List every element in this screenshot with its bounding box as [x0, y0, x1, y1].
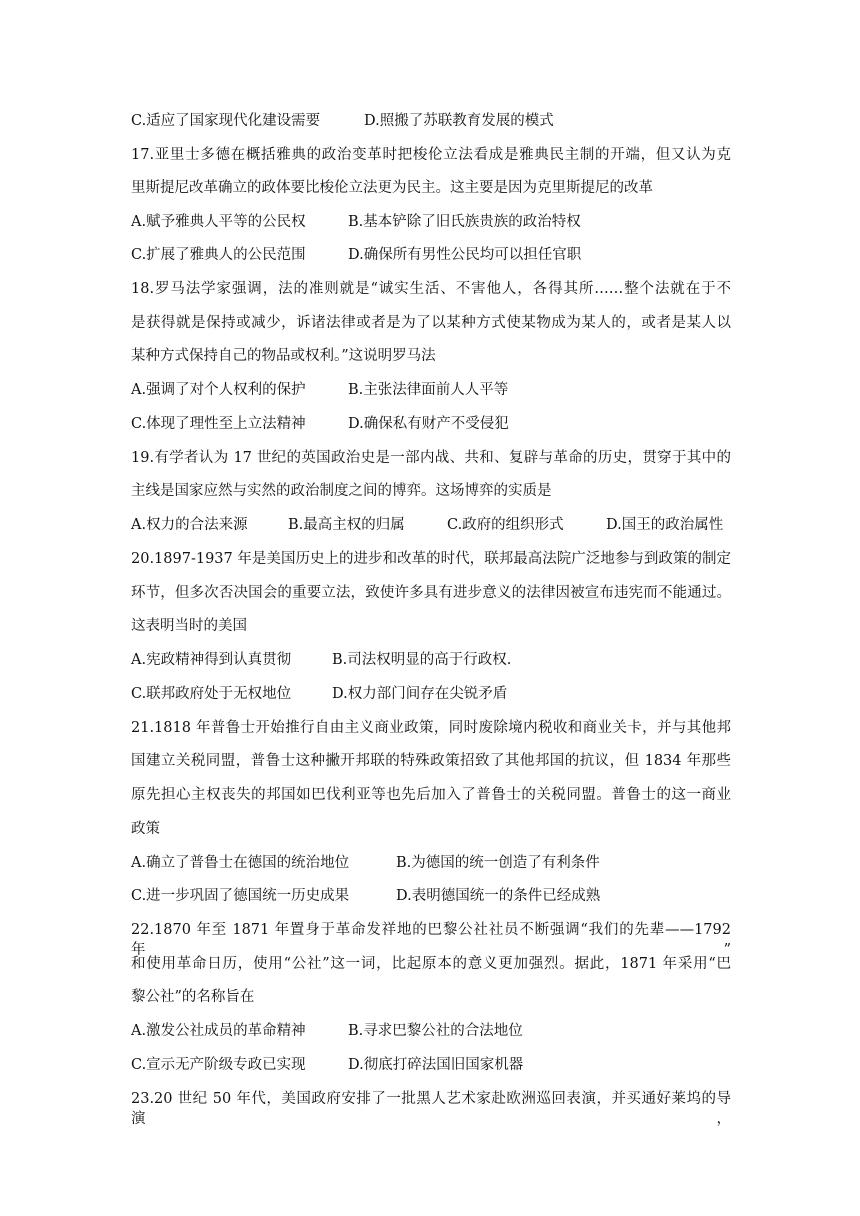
option-a: A.权力的合法来源 — [131, 517, 248, 533]
option-c: C.进一步巩固了德国统一历史成果 — [131, 888, 350, 904]
option-d: D.国王的政治属性 — [606, 517, 724, 533]
option-c: C.宣示无产阶级专政已实现 — [131, 1057, 306, 1073]
question-22-line-2: 和使用革命日历，使用“公社”这一词，比起原本的意义更加强烈。据此，1871 年采用“巴 — [131, 956, 731, 972]
question-21-line-2: 国建立关税同盟，普鲁士这种撇开邦联的特殊政策招致了其他邦国的抗议，但 1834 年那些 — [131, 753, 731, 769]
option-d: D.表明德国统一的条件已经成熟 — [396, 888, 601, 904]
option-a: A.激发公社成员的革命精神 — [131, 1023, 306, 1039]
question-20-line-3: 这表明当时的美国 — [131, 618, 247, 634]
option-row — [131, 245, 731, 265]
option-d: D.照搬了苏联教育发展的模式 — [364, 113, 554, 129]
option-b: B.主张法律面前人人平等 — [348, 382, 509, 398]
option-b: B.寻求巴黎公社的合法地位 — [348, 1023, 523, 1039]
question-21-line-4: 政策 — [131, 821, 160, 837]
option-c: C.体现了理性至上立法精神 — [131, 416, 306, 432]
option-a: A.赋予雅典人平等的公民权 — [131, 214, 306, 230]
question-19-line-1: 19.有学者认为 17 世纪的英国政治史是一部内战、共和、复辟与革命的历史，贯穿于其中的 — [131, 450, 731, 466]
option-b: B.司法权明显的高于行政权. — [332, 652, 512, 668]
option-row — [131, 1055, 731, 1075]
option-a: A.强调了对个人权利的保护 — [131, 382, 306, 398]
question-18-line-2: 是获得就是保持或减少，诉诸法律或者是为了以某种方式使某物成为某人的，或者是某人以 — [131, 315, 731, 331]
option-c: C.扩展了雅典人的公民范围 — [131, 247, 306, 263]
option-d: D.确保私有财产不受侵犯 — [348, 416, 509, 432]
option-d: D.确保所有男性公民均可以担任官职 — [348, 247, 582, 263]
option-b: B.基本铲除了旧氏族贵族的政治特权 — [348, 214, 581, 230]
option-row — [131, 380, 731, 400]
option-d: D.彻底打碎法国旧国家机器 — [348, 1057, 524, 1073]
question-21-line-1: 21.1818 年普鲁士开始推行自由主义商业政策，同时废除境内税收和商业关卡，并与其他邦 — [131, 720, 731, 736]
option-row — [131, 650, 731, 670]
option-a: A.宪政精神得到认真贯彻 — [131, 652, 292, 668]
option-b: B.为德国的统一创造了有利条件 — [396, 855, 600, 871]
option-row — [131, 886, 731, 906]
option-c: C.政府的组织形式 — [447, 517, 564, 533]
question-20-line-2: 环节，但多次否决国会的重要立法，致使许多具有进步意义的法律因被宣布违宪而不能通过。 — [131, 585, 731, 601]
question-21-line-3: 原先担心主权丧失的邦国如巴伐利亚等也先后加入了普鲁士的关税同盟。普鲁士的这一商业 — [131, 787, 731, 803]
option-row — [131, 684, 731, 704]
question-17-line-1: 17.亚里士多德在概括雅典的政治变革时把梭伦立法看成是雅典民主制的开端，但又认为克 — [131, 147, 731, 163]
option-row — [131, 1021, 731, 1041]
option-row — [131, 111, 731, 131]
question-17-line-2: 里斯提尼改革确立的政体要比梭伦立法更为民主。这主要是因为克里斯提尼的改革 — [131, 180, 653, 196]
question-18-line-3: 某种方式保持自己的物品或权利。”这说明罗马法 — [131, 348, 436, 364]
question-23-line-1: 23.20 世纪 50 年代，美国政府安排了一批黑人艺术家赴欧洲巡回表演，并买通好莱坞的导演， — [131, 1091, 731, 1127]
option-row — [131, 212, 731, 232]
option-c: C.适应了国家现代化建设需要 — [131, 113, 321, 129]
question-19-line-2: 主线是国家应然与实然的政治制度之间的博弈。这场博弈的实质是 — [131, 483, 552, 499]
question-22-line-1: 22.1870 年至 1871 年置身于革命发祥地的巴黎公社社员不断强调“我们的先辈——1792 年” — [131, 922, 731, 958]
option-c: C.联邦政府处于无权地位 — [131, 686, 292, 702]
question-18-line-1: 18.罗马法学家强调，法的准则就是“诚实生活、不害他人，各得其所……整个法就在于不 — [131, 281, 731, 297]
option-b: B.最高主权的归属 — [288, 517, 405, 533]
option-row — [131, 515, 731, 535]
question-22-line-3: 黎公社”的名称旨在 — [131, 989, 255, 1005]
option-row — [131, 853, 731, 873]
option-d: D.权力部门间存在尖锐矛盾 — [332, 686, 508, 702]
question-20-line-1: 20.1897-1937 年是美国历史上的进步和改革的时代，联邦最高法院广泛地参与到政策的制定 — [131, 551, 731, 567]
option-a: A.确立了普鲁士在德国的统治地位 — [131, 855, 350, 871]
option-row — [131, 414, 731, 434]
